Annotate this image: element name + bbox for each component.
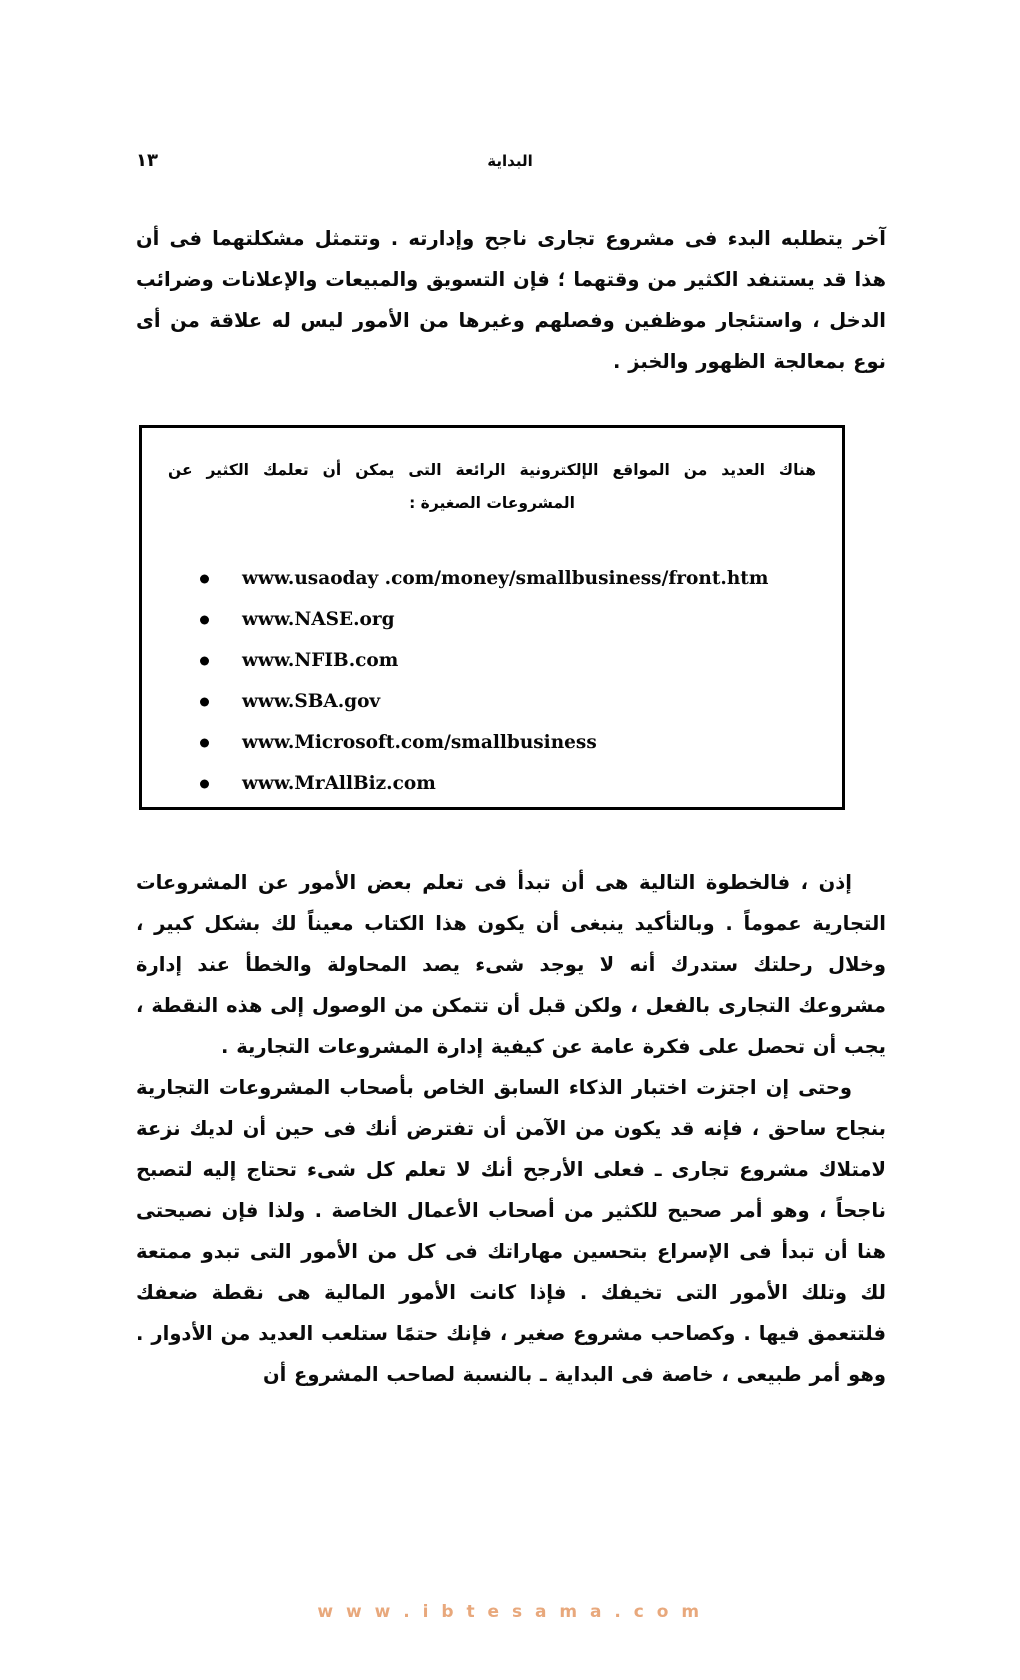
p2-line-4: مشروعك التجارى بالفعل ، ولكن قبل أن تتمكن من الوصول إلى هذه النقطة ، [136, 994, 886, 1017]
paragraph-3 [136, 1067, 886, 1395]
resources-callout-box [139, 425, 845, 810]
p3-line-7: ضعفك فلتتعمق فيها . وكصاحب مشروع صغير ، فإنك حتمًا ستلعب العديد من [136, 1281, 886, 1345]
url-text: www.NFIB.com [242, 650, 399, 671]
p1-line-1: آخر يتطلبه البدء فى مشروع تجارى ناجح وإدارته . وتتمثل مشكلتهما فى أن [136, 227, 886, 250]
body-text-upper [136, 218, 886, 382]
running-header [136, 148, 884, 174]
p3-line-8: الأدوار . وهو أمر طبيعى ، خاصة فى البداية ـ بالنسبة لصاحب المشروع أن [136, 1322, 886, 1386]
url-text: www.usaoday .com/money/smallbusiness/front.htm [242, 568, 769, 589]
list-item [200, 599, 816, 640]
p2-line-1: إذن ، فالخطوة التالية هى أن تبدأ فى تعلم بعض الأمور عن المشروعات [136, 871, 852, 894]
page-number: ١٣ [136, 150, 158, 171]
p3-line-4: إليه لتصبح ناجحاً ، وهو أمر صحيح للكثير من أصحاب الأعمال الخاصة . ولذا [136, 1158, 886, 1222]
list-item [200, 722, 816, 763]
p2-line-5: يجب أن تحصل على فكرة عامة عن كيفية إدارة المشروعات التجارية . [221, 1035, 886, 1058]
url-text: www.Microsoft.com/smallbusiness [242, 732, 597, 753]
chapter-title: البداية [487, 152, 533, 170]
p2-line-3: وخلال رحلتك ستدرك أنه لا يوجد شىء يصد المحاولة والخطأ عند إدارة [136, 953, 886, 976]
bullet-icon [200, 779, 209, 788]
p1-line-2: هذا قد يستنفد الكثير من وقتهما ؛ فإن التسويق والمبيعات والإعلانات وضرائب [136, 268, 886, 291]
p3-line-3: لديك نزعة لامتلاك مشروع تجارى ـ فعلى الأرجح أنك لا تعلم كل شىء تحتاج [136, 1117, 886, 1181]
url-text: www.MrAllBiz.com [242, 773, 436, 794]
list-item [200, 763, 816, 804]
p3-line-1: وحتى إن اجتزت اختبار الذكاء السابق الخاص بأصحاب المشروعات [218, 1076, 852, 1099]
p3-line-2: التجارية بنجاح ساحق ، فإنه قد يكون من الآمن أن تفترض أنك فى حين أن [136, 1076, 887, 1140]
bullet-icon [200, 697, 209, 706]
p2-line-2: التجارية عموماً . وبالتأكيد ينبغى أن يكون هذا الكتاب معيناً لك بشكل كبير ، [136, 912, 886, 935]
url-text: www.SBA.gov [242, 691, 381, 712]
callout-heading-line-2: المشروعات الصغيرة : [409, 494, 575, 512]
p1-line-4: بمعالجة الظهور والخبز . [613, 350, 846, 373]
p3-line-6: تبدو ممتعة لك وتلك الأمور التى تخيفك . فإذا كانت الأمور المالية هى نقطة [136, 1240, 886, 1304]
list-item [200, 681, 816, 722]
body-text-lower [136, 862, 886, 1395]
callout-heading-line-1: هناك العديد من المواقع الإلكترونية الرائعة التى يمكن أن تعلمك الكثير عن [168, 461, 816, 479]
p3-line-5: فإن نصيحتى هنا أن تبدأ فى الإسراع بتحسين مهاراتك فى كل من الأمور التى [136, 1199, 886, 1263]
list-item [200, 640, 816, 681]
bullet-icon [200, 574, 209, 583]
url-text: www.NASE.org [242, 609, 395, 630]
website-list [168, 558, 816, 804]
bullet-icon [200, 738, 209, 747]
callout-content [142, 428, 842, 804]
p1-line-3: الدخل ، واستئجار موظفين وفصلهم وغيرها من الأمور ليس له علاقة من أى نوع [136, 309, 886, 373]
bullet-icon [200, 615, 209, 624]
paragraph-1 [136, 218, 886, 382]
site-watermark: w w w . i b t e s a m a . c o m [317, 1602, 703, 1622]
callout-heading [168, 454, 816, 520]
list-item [200, 558, 816, 599]
bullet-icon [200, 656, 209, 665]
paragraph-2 [136, 862, 886, 1067]
